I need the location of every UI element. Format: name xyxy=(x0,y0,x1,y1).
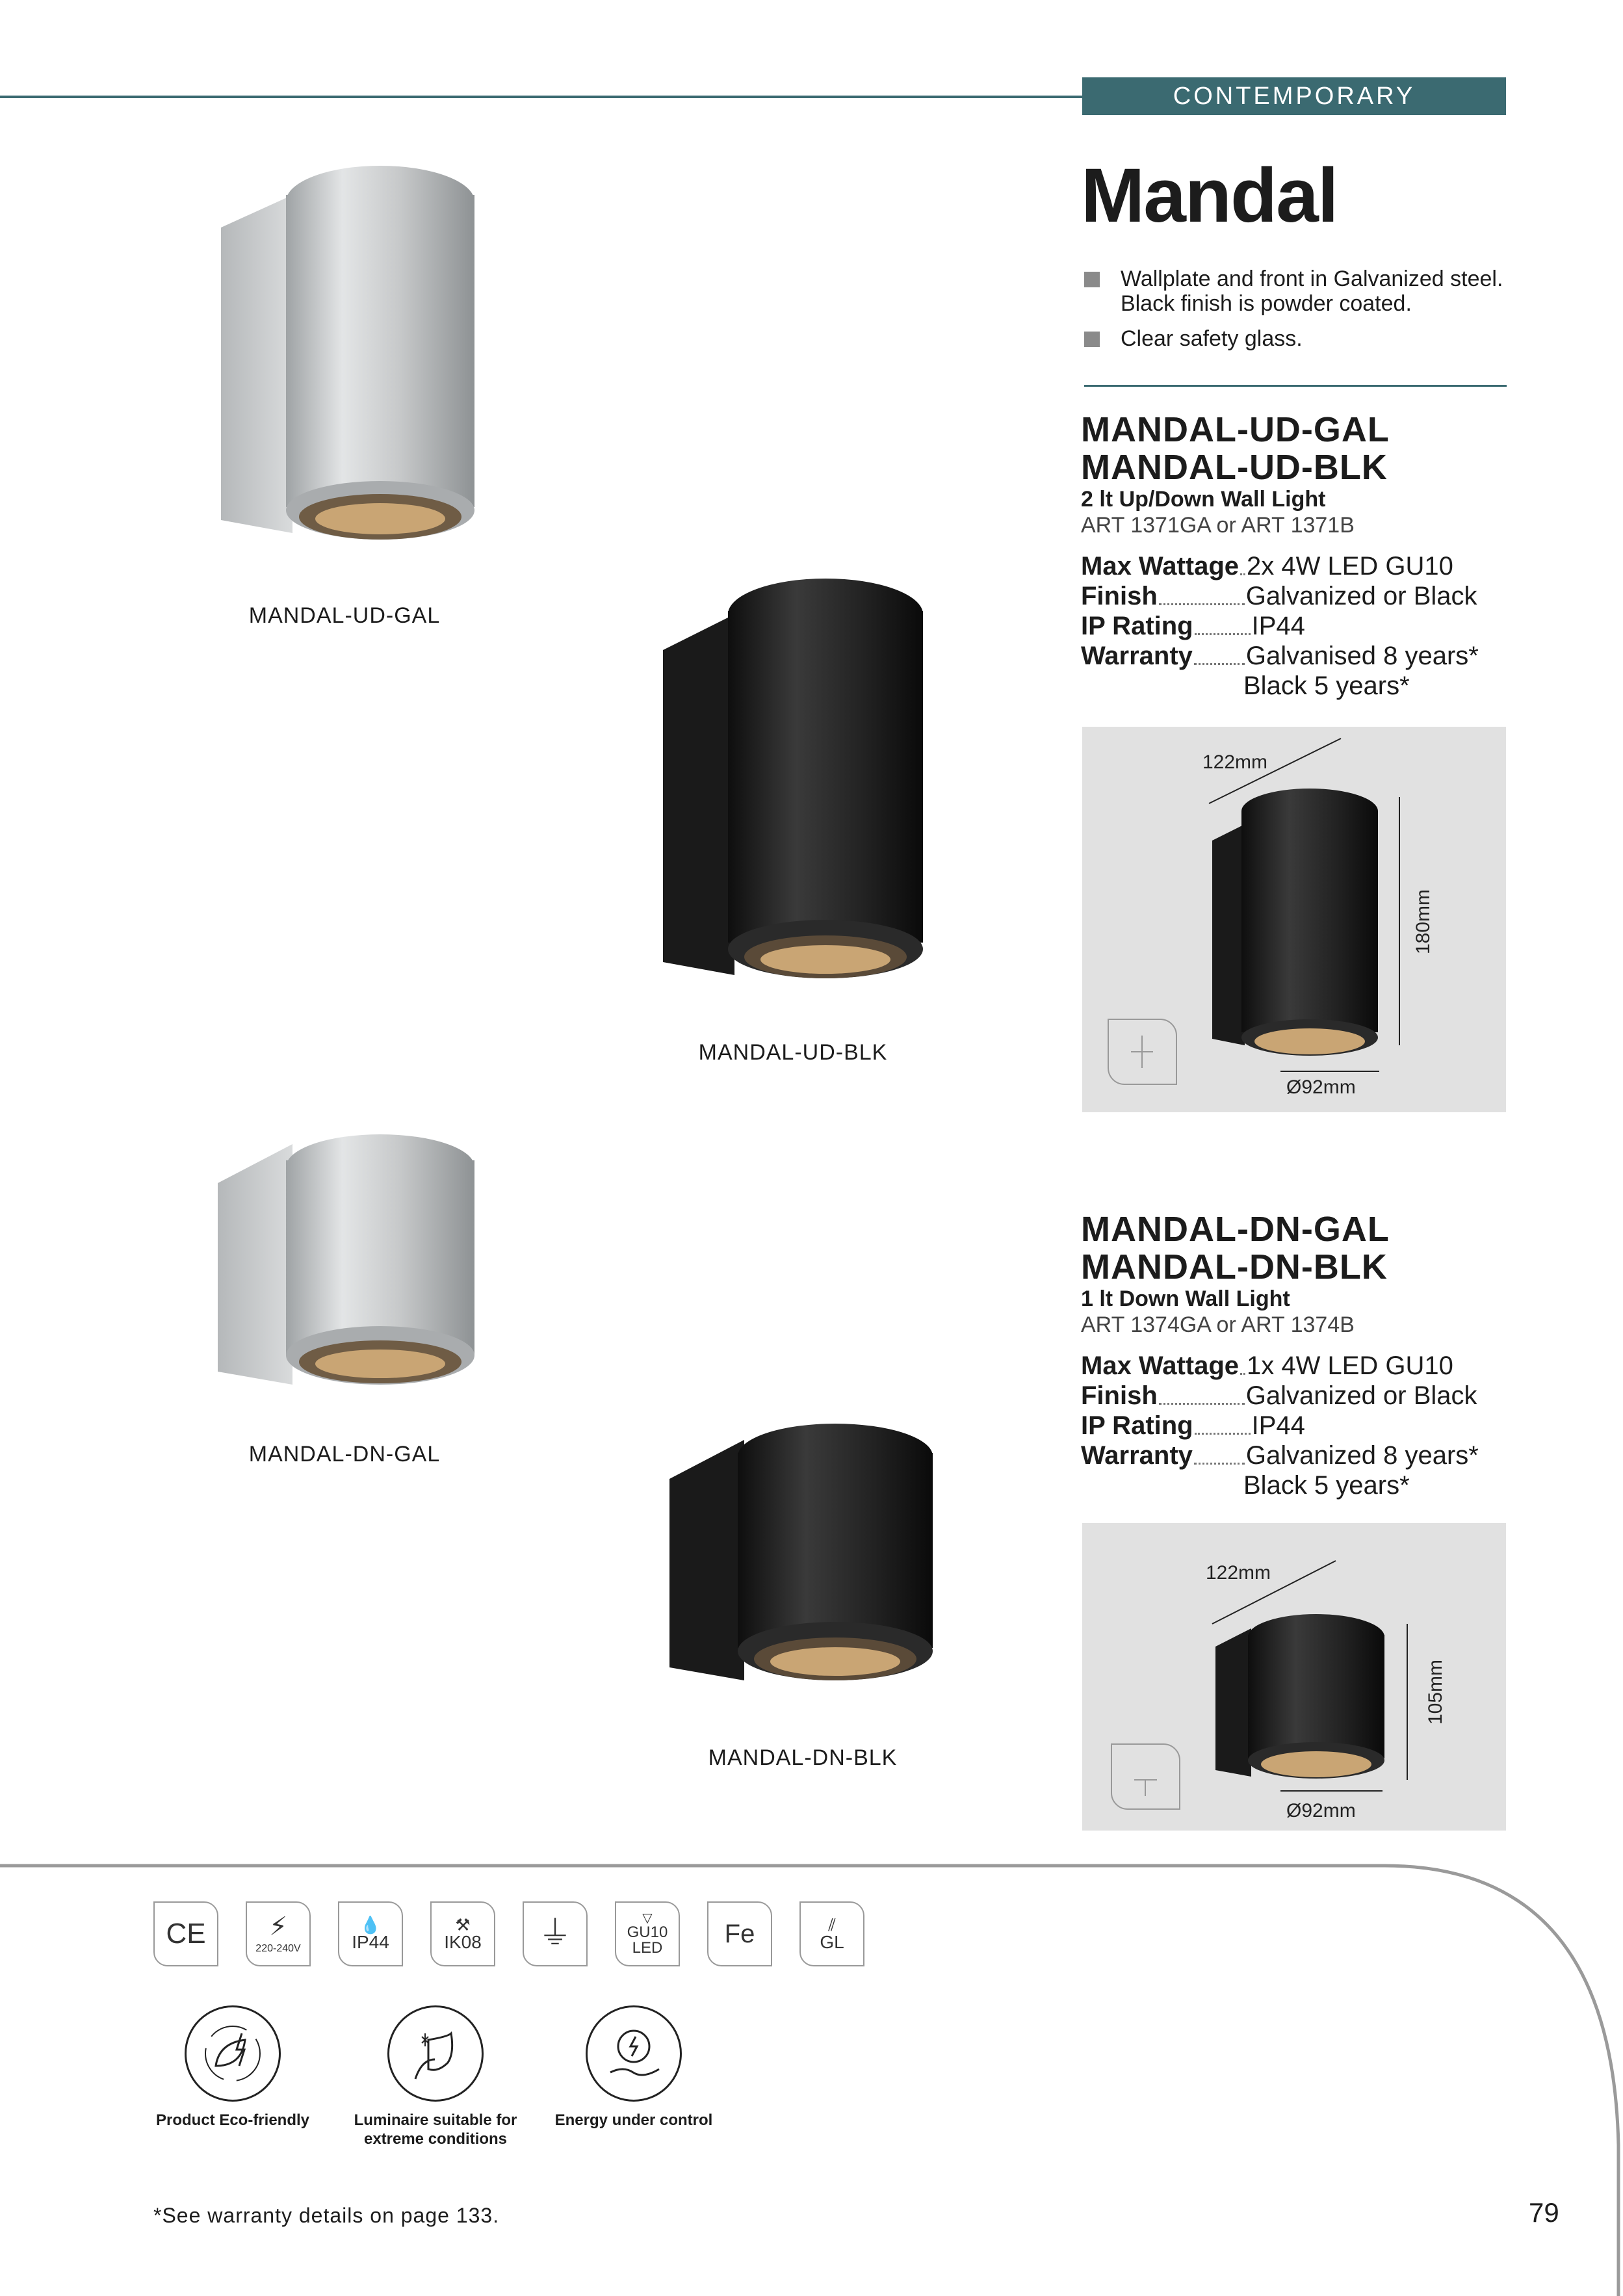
product-code: MANDAL-DN-BLK xyxy=(1081,1247,1388,1286)
feature-item: Clear safety glass. xyxy=(1084,326,1507,351)
iron-icon: Fe xyxy=(707,1901,772,1966)
product-image-dn-blk xyxy=(660,1420,939,1693)
page-title: Mandal xyxy=(1081,153,1338,239)
part-number: ART 1371GA or ART 1371B xyxy=(1081,513,1355,538)
spec-row-continued: Black 5 years* xyxy=(1243,672,1410,700)
spec-row: IP Rating IP44 xyxy=(1081,1411,1305,1440)
earth-icon: ⏚ xyxy=(523,1901,588,1966)
extreme-conditions-icon xyxy=(387,2005,484,2102)
product-block-dn xyxy=(1081,1210,1510,1500)
dimension-lines xyxy=(1082,727,1506,1112)
spec-table xyxy=(1081,1351,1510,1500)
image-caption: MANDAL-UD-GAL xyxy=(248,603,441,628)
dimension-diameter: Ø92mm xyxy=(1286,1076,1356,1098)
spec-row: IP Rating IP44 xyxy=(1081,612,1305,640)
page-number: 79 xyxy=(1529,2197,1559,2228)
feature-rule xyxy=(1084,385,1507,387)
ik08-icon: ⚒ IK08 xyxy=(430,1901,495,1966)
product-type: 2 lt Up/Down Wall Light xyxy=(1081,487,1326,512)
product-image-dn-gal xyxy=(208,1131,481,1391)
ip44-icon: 💧 IP44 xyxy=(338,1901,403,1966)
feature-extreme: Luminaire suitable for extreme conditions xyxy=(338,2005,533,2148)
image-caption: MANDAL-DN-BLK xyxy=(708,1745,898,1770)
spec-row: Warranty Galvanized 8 years* xyxy=(1081,1441,1479,1470)
dimension-drawing-dn xyxy=(1082,1523,1506,1831)
feature-item: Wallplate and front in Galvanized steel. Black finish is powder coated. xyxy=(1084,267,1507,316)
product-code: MANDAL-UD-GAL xyxy=(1081,410,1390,449)
bullet-square-icon xyxy=(1084,332,1100,347)
product-block-ud xyxy=(1081,411,1510,701)
part-number: ART 1374GA or ART 1374B xyxy=(1081,1312,1355,1337)
dimension-diameter: Ø92mm xyxy=(1286,1800,1356,1821)
voltage-icon: ⚡ 220-240V xyxy=(246,1901,311,1966)
dimension-height: 105mm xyxy=(1425,1659,1446,1725)
product-code: MANDAL-UD-BLK xyxy=(1081,448,1388,487)
gu10-led-icon: ▽ GU10 LED xyxy=(615,1901,680,1966)
dimension-drawing-ud xyxy=(1082,727,1506,1112)
product-image-ud-gal xyxy=(208,156,481,546)
spec-row: Finish Galvanized or Black xyxy=(1081,1381,1477,1410)
feature-list xyxy=(1084,267,1507,361)
glass-icon: ⫽ GL xyxy=(799,1901,864,1966)
spec-row: Max Wattage 1x 4W LED GU10 xyxy=(1081,1351,1453,1380)
product-image-ud-blk xyxy=(653,572,933,988)
dimension-depth: 122mm xyxy=(1202,751,1268,773)
certification-row xyxy=(153,1901,864,1966)
ce-mark-icon: CE xyxy=(153,1901,218,1966)
spec-row: Max Wattage 2x 4W LED GU10 xyxy=(1081,552,1453,581)
feature-energy: Energy under control xyxy=(552,2005,715,2130)
dimension-depth: 122mm xyxy=(1206,1562,1271,1584)
bullet-square-icon xyxy=(1084,272,1100,287)
warranty-footnote: *See warranty details on page 133. xyxy=(153,2204,500,2227)
product-type: 1 lt Down Wall Light xyxy=(1081,1286,1290,1311)
energy-control-icon xyxy=(586,2005,682,2102)
dimension-height: 180mm xyxy=(1412,889,1434,954)
spec-row: Warranty Galvanised 8 years* xyxy=(1081,642,1479,670)
header-rule xyxy=(0,96,1082,98)
image-caption: MANDAL-DN-GAL xyxy=(248,1442,441,1467)
section-tab: CONTEMPORARY xyxy=(1082,77,1506,115)
spec-row-continued: Black 5 years* xyxy=(1243,1471,1410,1500)
eco-friendly-icon xyxy=(185,2005,281,2102)
product-code: MANDAL-DN-GAL xyxy=(1081,1210,1390,1249)
spec-row: Finish Galvanized or Black xyxy=(1081,582,1477,610)
spec-table xyxy=(1081,551,1510,701)
image-caption: MANDAL-UD-BLK xyxy=(698,1040,888,1065)
feature-eco: Product Eco-friendly xyxy=(148,2005,317,2130)
